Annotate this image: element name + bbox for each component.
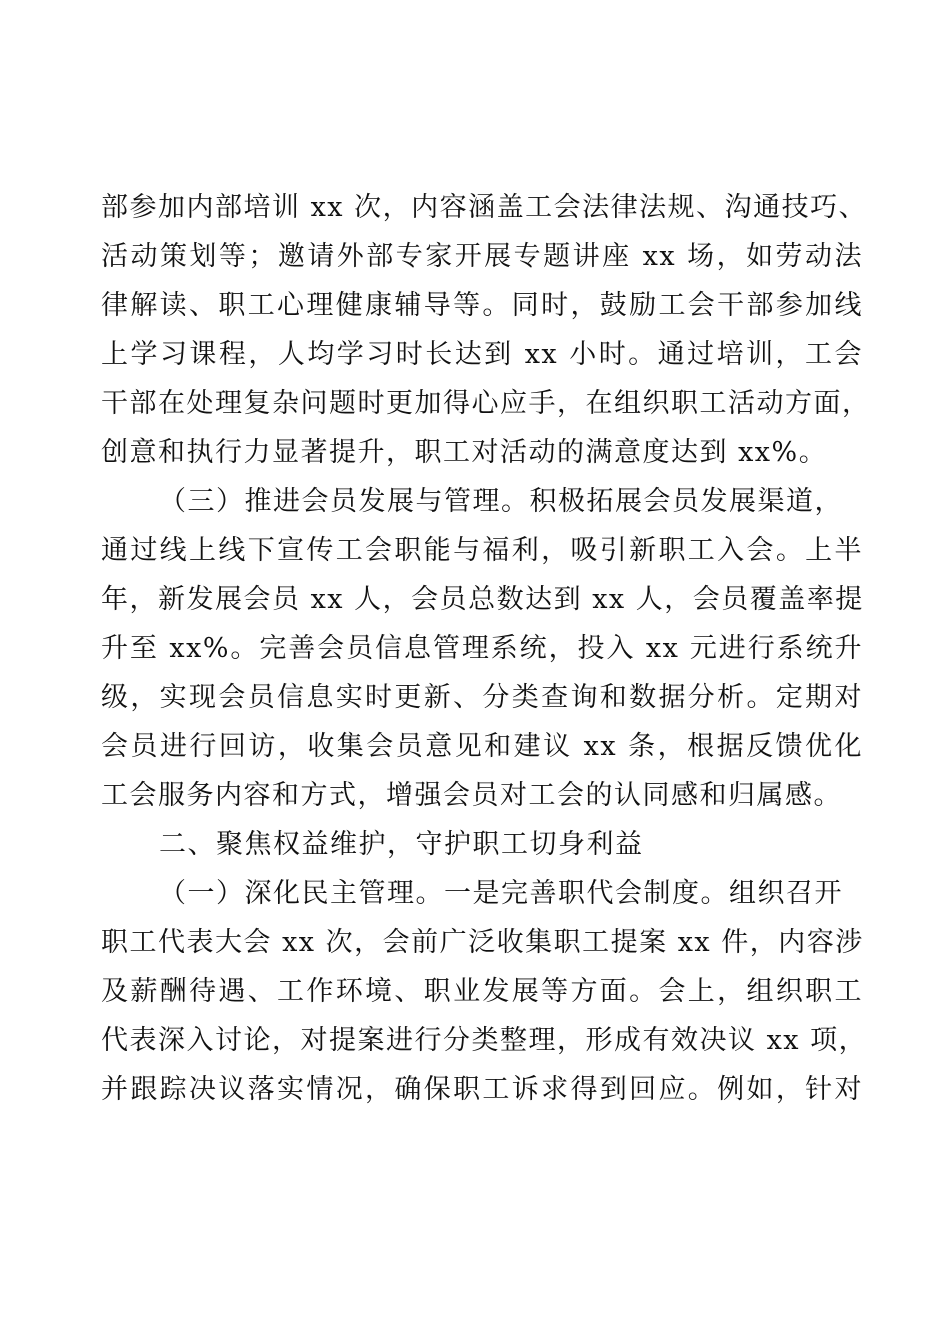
body-line: 升至 xx%。完善会员信息管理系统，投入 xx 元进行系统升: [101, 633, 863, 664]
body-line: 职工代表大会 xx 次，会前广泛收集职工提案 xx 件，内容涉: [101, 927, 864, 958]
body-line: 并跟踪决议落实情况，确保职工诉求得到回应。例如，针对: [101, 1074, 863, 1105]
body-line: 干部在处理复杂问题时更加得心应手，在组织职工活动方面，: [101, 388, 871, 419]
body-line: 创意和执行力显著提升，职工对活动的满意度达到 xx%。: [101, 437, 828, 468]
section-heading-line: （一）深化民主管理。一是完善职代会制度。组织召开: [159, 878, 843, 909]
body-line: 活动策划等；邀请外部专家开展专题讲座 xx 场，如劳动法: [101, 241, 863, 272]
body-line: 会员进行回访，收集会员意见和建议 xx 条，根据反馈优化: [101, 731, 863, 762]
body-line: 级，实现会员信息实时更新、分类查询和数据分析。定期对: [101, 682, 863, 713]
document-body: [101, 183, 871, 1114]
body-line: 年，新发展会员 xx 人，会员总数达到 xx 人，会员覆盖率提: [101, 584, 864, 615]
body-line: 代表深入讨论，对提案进行分类整理，形成有效决议 xx 项，: [101, 1025, 868, 1056]
body-line: 律解读、职工心理健康辅导等。同时，鼓励工会干部参加线: [101, 290, 863, 321]
body-line: 上学习课程，人均学习时长达到 xx 小时。通过培训，工会: [101, 339, 863, 370]
body-line: 部参加内部培训 xx 次，内容涵盖工会法律法规、沟通技巧、: [101, 192, 868, 223]
body-line: 及薪酬待遇、工作环境、职业发展等方面。会上，组织职工: [101, 976, 863, 1007]
chapter-heading: 二、聚焦权益维护，守护职工切身利益: [159, 829, 644, 860]
body-line: 工会服务内容和方式，增强会员对工会的认同感和归属感。: [101, 780, 842, 811]
section-heading-line: （三）推进会员发展与管理。积极拓展会员发展渠道，: [159, 486, 843, 517]
body-line: 通过线上线下宣传工会职能与福利，吸引新职工入会。上半: [101, 535, 863, 566]
